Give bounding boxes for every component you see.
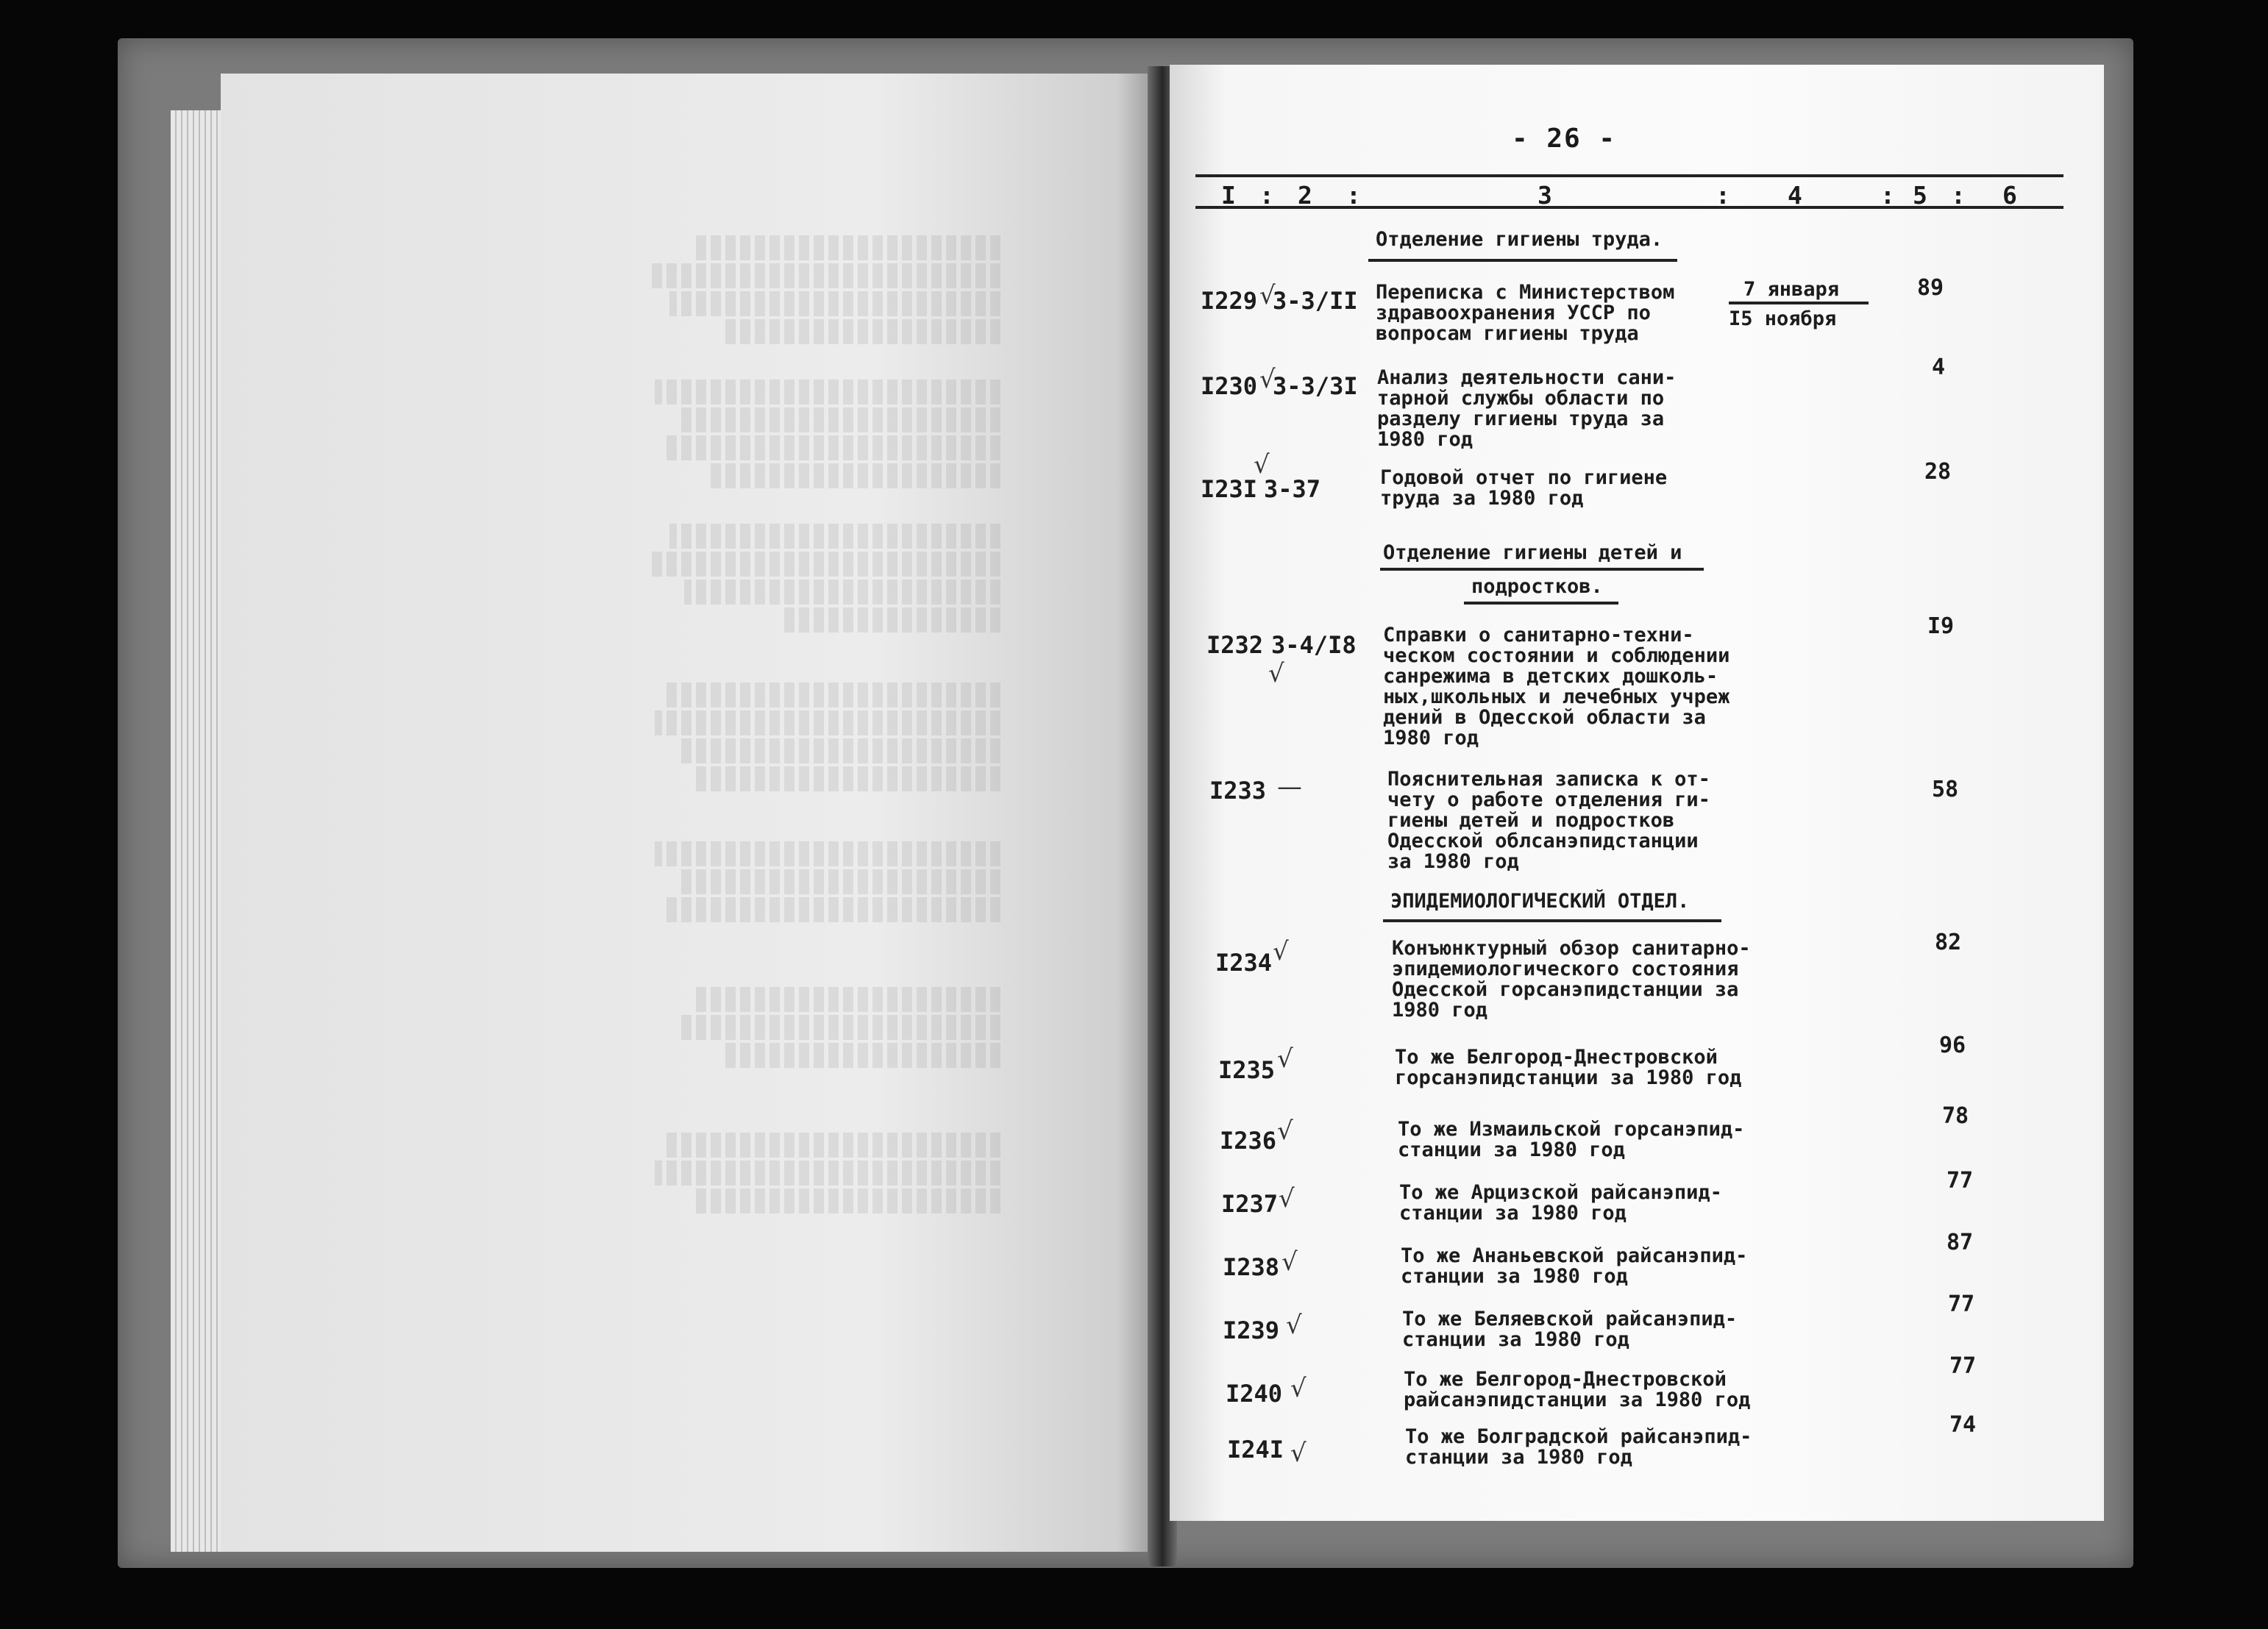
sheet-count: 89 [1917,275,1944,301]
header-col-6: 6 [2002,181,2017,210]
check-mark: √ [1268,659,1284,688]
check-mark: √ [1290,1439,1307,1468]
case-title: То же Арцизской райсанэпид- станции за 1980 год [1399,1181,1722,1225]
case-title: То же Болградской райсанэпид- станции за 1980 год [1405,1425,1752,1469]
case-code: 3-4/I8 [1271,631,1357,659]
header-col-2: 2 [1298,181,1312,210]
section-heading: ЭПИДЕМИОЛОГИЧЕСКИЙ ОТДЕЛ. [1390,890,1690,913]
case-title: То же Измаильской горсанэпид- станции за 1980 год [1398,1118,1745,1161]
section-heading: Отделение гигиены детей и [1383,541,1682,564]
case-number: I239 [1223,1316,1280,1344]
section-underline [1383,919,1721,922]
case-title: Конъюнктурный обзор санитарно- эпидемиологического состояния Одесской горсанэпидстанции за 1980 год [1392,937,1751,1022]
check-mark: √ [1277,1044,1293,1074]
bleedthrough-text [589,235,1000,1216]
header-rule-bottom [1195,206,2063,209]
section-underline [1464,602,1618,605]
sheet-count: 78 [1942,1103,1969,1129]
check-mark: √ [1286,1311,1302,1340]
check-mark: √ [1290,1374,1307,1403]
check-mark: √ [1279,1184,1295,1213]
header-col-3: 3 [1538,181,1552,210]
case-number: I24I [1227,1436,1284,1464]
section-underline [1380,568,1704,571]
sheet-count: 28 [1924,459,1952,485]
sheet-count: 58 [1932,777,1959,802]
case-title: Анализ деятельности сани- тарной службы области по разделу гигиены труда за 1980 год [1377,366,1677,451]
header-sep: : [1346,181,1361,210]
case-number: I233 [1209,777,1267,805]
header-sep: : [1259,181,1274,210]
sheet-count: I9 [1927,613,1955,639]
header-rule-top [1195,174,2063,177]
case-number: I23I [1201,475,1258,503]
case-number: I237 [1221,1190,1279,1218]
header-col-1: I [1221,181,1236,210]
check-mark: √ [1273,937,1289,966]
date-end: I5 ноября [1729,307,1837,330]
header-sep: : [1716,181,1730,210]
check-mark: √ [1259,365,1276,394]
case-number: I229 [1201,287,1258,315]
check-mark: — [1277,772,1302,802]
page-edges [171,110,222,1552]
case-title: То же Белгород-Днестровской райсанэпидстанции за 1980 год [1404,1368,1751,1411]
section-underline [1368,259,1677,262]
sheet-count: 87 [1947,1230,1974,1255]
sheet-count: 77 [1947,1168,1974,1194]
case-title: То же Белгород-Днестровской горсанэпидстанции за 1980 год [1395,1046,1742,1089]
case-title: То же Беляевской райсанэпид- станции за 1980 год [1402,1308,1738,1351]
check-mark: √ [1281,1247,1298,1277]
case-code: 3-37 [1264,475,1321,503]
sheet-count: 4 [1932,354,1946,380]
case-title: Годовой отчет по гигиене труда за 1980 год [1380,466,1668,510]
sheet-count: 82 [1935,930,1962,955]
header-sep: : [1880,181,1895,210]
case-number: I232 [1206,631,1264,659]
date-start: 7 января [1743,278,1840,301]
section-heading: Отделение гигиены труда. [1376,228,1663,251]
sheet-count: 74 [1949,1412,1977,1438]
sheet-count: 77 [1948,1291,1975,1317]
case-title: То же Ананьевской райсанэпид- станции за 1980 год [1401,1244,1748,1288]
case-number: I238 [1223,1253,1280,1281]
case-code: 3-3/II [1273,287,1358,315]
case-title: Справки о санитарно-техни- ческом состоянии и соблюдении санрежима в детских дошколь- ных,школьных и лечебных учреж дений в Одесской области за 1980 год [1383,624,1730,749]
header-sep: : [1951,181,1966,210]
case-number: I235 [1218,1056,1276,1084]
case-number: I230 [1201,372,1258,400]
check-mark: √ [1277,1116,1293,1146]
page-number: - 26 - [1512,124,1617,154]
header-col-4: 4 [1788,181,1802,210]
check-mark: √ [1254,450,1270,480]
header-col-5: 5 [1913,181,1927,210]
case-number: I234 [1215,949,1273,977]
case-title: Переписка с Министерством здравоохранения УССР по вопросам гигиены труда [1376,281,1675,345]
date-divider [1729,302,1869,304]
case-code: 3-3/3I [1273,372,1358,400]
check-mark: √ [1259,281,1276,310]
case-number: I240 [1226,1380,1283,1408]
section-heading: подростков. [1471,575,1603,598]
sheet-count: 96 [1939,1033,1966,1058]
sheet-count: 77 [1949,1353,1977,1379]
case-title: Пояснительная записка к от- чету о работе отделения ги- гиены детей и подростков Одесской облсанэпидстанции за 1980 год [1387,768,1710,873]
case-number: I236 [1220,1127,1277,1155]
